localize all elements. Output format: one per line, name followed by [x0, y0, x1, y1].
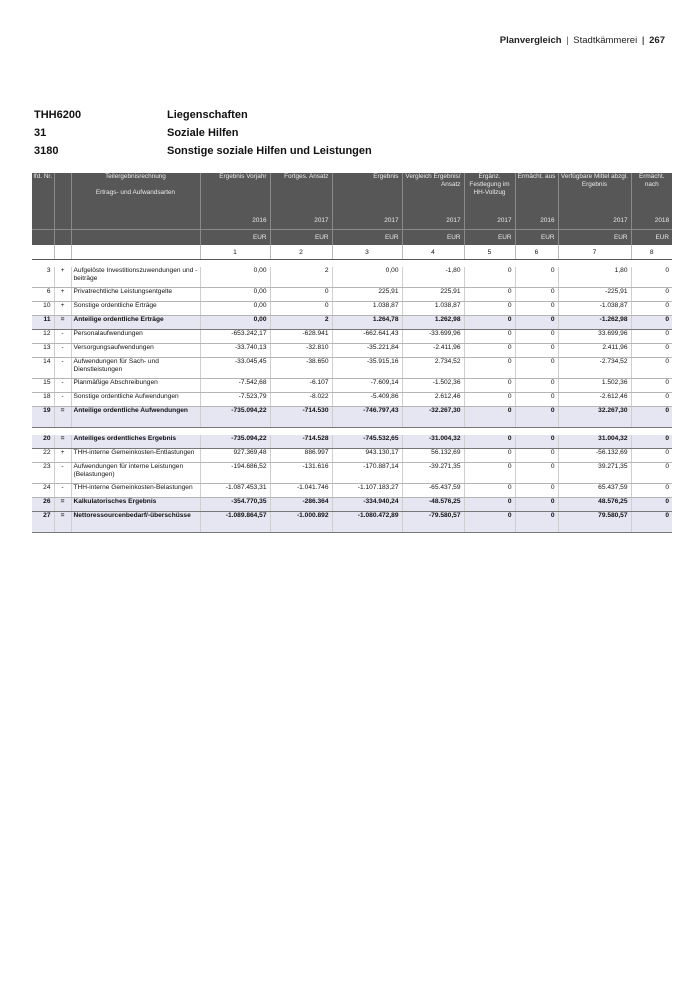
row-value: 0	[631, 344, 672, 358]
row-value: 0	[631, 463, 672, 484]
row-value: 0	[631, 316, 672, 330]
row-value: -2.612,46	[558, 393, 631, 407]
row-operator: -	[54, 463, 71, 484]
row-value: 0	[464, 358, 515, 379]
table-row	[32, 393, 672, 407]
row-value: -5.409,86	[332, 393, 402, 407]
row-label: Aufwendungen für interne Leistungen (Belastungen)	[71, 463, 200, 484]
row-value: -2.734,52	[558, 358, 631, 379]
header-separator: |	[641, 35, 645, 46]
row-value: -1.107.183,27	[332, 484, 402, 498]
row-operator: =	[54, 498, 71, 512]
heading-name: Sonstige soziale Hilfen und Leistungen	[167, 145, 372, 157]
row-value: -1,80	[402, 267, 464, 288]
row-value: 56.132,69	[402, 449, 464, 463]
row-value: -8.022	[270, 393, 332, 407]
row-number: 20	[32, 435, 54, 449]
row-value: 0,00	[200, 302, 270, 316]
heading-code: THH6200	[34, 109, 82, 121]
row-value: -714.530	[270, 407, 332, 428]
row-value: -39.271,35	[402, 463, 464, 484]
row-number: 27	[32, 512, 54, 533]
row-label: Anteilige ordentliche Erträge	[71, 316, 200, 330]
row-value: 0	[631, 330, 672, 344]
row-value: 33.699,96	[558, 330, 631, 344]
col-year: 2016	[515, 213, 558, 230]
row-operator: -	[54, 393, 71, 407]
row-value: 39.271,35	[558, 463, 631, 484]
row-operator: -	[54, 379, 71, 393]
row-value: -735.094,22	[200, 435, 270, 449]
row-value: 927.369,48	[200, 449, 270, 463]
row-operator: =	[54, 316, 71, 330]
row-value: 886.997	[270, 449, 332, 463]
row-value: 32.267,30	[558, 407, 631, 428]
row-label: THH-interne Gemeinkosten-Belastungen	[71, 484, 200, 498]
table-row	[32, 449, 672, 463]
row-value: 48.576,25	[558, 498, 631, 512]
row-value: 0	[515, 379, 558, 393]
col-unit: EUR	[631, 230, 672, 246]
row-label: Aufgelöste Investitionszuwendungen und -beiträge	[71, 267, 200, 288]
row-operator: -	[54, 358, 71, 379]
col-year: 2017	[332, 213, 402, 230]
col-unit: EUR	[558, 230, 631, 246]
row-value: -735.094,22	[200, 407, 270, 428]
num-blank	[32, 245, 54, 260]
row-operator: =	[54, 512, 71, 533]
row-label: Sonstige ordentliche Erträge	[71, 302, 200, 316]
row-value: 2	[270, 316, 332, 330]
row-number: 10	[32, 302, 54, 316]
row-value: -170.887,14	[332, 463, 402, 484]
row-value: 0	[515, 330, 558, 344]
row-value: -33.740,13	[200, 344, 270, 358]
row-number: 6	[32, 288, 54, 302]
row-value: -714.528	[270, 435, 332, 449]
row-value: 2.411,96	[558, 344, 631, 358]
row-value: -56.132,69	[558, 449, 631, 463]
row-value: 0	[464, 435, 515, 449]
row-value: 0	[515, 407, 558, 428]
row-value: 1,80	[558, 267, 631, 288]
row-value: -33.045,45	[200, 358, 270, 379]
row-value: 0	[515, 393, 558, 407]
row-value: -225,91	[558, 288, 631, 302]
result-table	[32, 173, 672, 533]
unit-blank	[71, 230, 200, 246]
row-label: Personalaufwendungen	[71, 330, 200, 344]
row-value: -1.262,98	[558, 316, 631, 330]
row-value: -1.087.453,31	[200, 484, 270, 498]
row-value: -35.915,16	[332, 358, 402, 379]
row-value: 0	[515, 302, 558, 316]
row-value: 0,00	[200, 316, 270, 330]
row-value: 0	[515, 267, 558, 288]
heading-row	[34, 106, 674, 124]
heading-code: 31	[34, 127, 47, 139]
col-year: 2016	[200, 213, 270, 230]
col-label-main: Teilergebnisrechnung	[105, 173, 166, 180]
table-row	[32, 463, 672, 484]
row-value: -7.523,79	[200, 393, 270, 407]
col-label	[71, 173, 200, 230]
table-row	[32, 498, 672, 512]
row-label: Planmäßige Abschreibungen	[71, 379, 200, 393]
column-number: 1	[200, 245, 270, 260]
row-number: 3	[32, 267, 54, 288]
row-value: -32.267,30	[402, 407, 464, 428]
row-operator: +	[54, 288, 71, 302]
spacer-row	[32, 260, 672, 268]
row-value: 0	[515, 288, 558, 302]
column-number: 4	[402, 245, 464, 260]
row-operator: +	[54, 267, 71, 288]
row-value: -65.437,59	[402, 484, 464, 498]
row-value: 0,00	[332, 267, 402, 288]
row-label: Versorgungsaufwendungen	[71, 344, 200, 358]
department-name: Stadtkämmerei	[573, 35, 638, 46]
row-value: -2.411,96	[402, 344, 464, 358]
row-number: 22	[32, 449, 54, 463]
row-value: 31.004,32	[558, 435, 631, 449]
column-number: 5	[464, 245, 515, 260]
heading-name: Soziale Hilfen	[167, 127, 239, 139]
row-value: 0	[464, 330, 515, 344]
row-label: Aufwendungen für Sach- und Dienstleistungen	[71, 358, 200, 379]
row-value: -1.502,36	[402, 379, 464, 393]
row-value: 0	[464, 379, 515, 393]
table-row	[32, 344, 672, 358]
col-header: Vergleich Ergebnis/ Ansatz	[402, 173, 464, 213]
heading-row	[34, 124, 674, 142]
row-value: -628.941	[270, 330, 332, 344]
table-row	[32, 484, 672, 498]
section-headings	[34, 106, 674, 160]
row-value: 0	[464, 512, 515, 533]
row-number: 14	[32, 358, 54, 379]
row-value: 0	[464, 344, 515, 358]
row-value: -33.699,96	[402, 330, 464, 344]
header-row-titles	[32, 173, 672, 213]
column-number: 6	[515, 245, 558, 260]
row-value: 0	[464, 407, 515, 428]
row-value: -1.041.746	[270, 484, 332, 498]
row-value: 0	[631, 498, 672, 512]
row-value: 0	[631, 302, 672, 316]
table-row	[32, 316, 672, 330]
col-header: Verfügbare Mittel abzgl. Ergebnis	[558, 173, 631, 213]
col-year: 2017	[402, 213, 464, 230]
spacer-row	[32, 428, 672, 436]
table-row	[32, 358, 672, 379]
row-value: 0	[631, 358, 672, 379]
row-number: 23	[32, 463, 54, 484]
row-value: -746.797,43	[332, 407, 402, 428]
row-number: 19	[32, 407, 54, 428]
row-value: 0	[464, 288, 515, 302]
row-value: 0	[464, 484, 515, 498]
row-value: 0	[631, 288, 672, 302]
row-value: -1.089.864,57	[200, 512, 270, 533]
row-label: Privatrechtliche Leistungsentgelte	[71, 288, 200, 302]
col-unit: EUR	[515, 230, 558, 246]
row-value: -653.242,17	[200, 330, 270, 344]
row-label: Anteilige ordentliche Aufwendungen	[71, 407, 200, 428]
col-header: Fortges. Ansatz	[270, 173, 332, 213]
row-number: 13	[32, 344, 54, 358]
row-value: 0	[631, 449, 672, 463]
row-value: 0	[515, 316, 558, 330]
col-operator	[54, 173, 71, 230]
row-number: 26	[32, 498, 54, 512]
heading-code: 3180	[34, 145, 59, 157]
col-lfd-nr: lfd. Nr.	[32, 173, 54, 230]
header-row-units	[32, 230, 672, 246]
row-label: Anteiliges ordentliches Ergebnis	[71, 435, 200, 449]
col-year: 2017	[270, 213, 332, 230]
row-value: 0	[464, 302, 515, 316]
row-value: 0	[464, 498, 515, 512]
table-row	[32, 267, 672, 288]
row-value: 0	[515, 435, 558, 449]
table-row	[32, 512, 672, 533]
row-value: 2.612,46	[402, 393, 464, 407]
row-value: 0	[631, 379, 672, 393]
row-value: 2	[270, 267, 332, 288]
row-value: 1.502,36	[558, 379, 631, 393]
row-value: -6.107	[270, 379, 332, 393]
row-value: 0,00	[200, 267, 270, 288]
col-unit: EUR	[402, 230, 464, 246]
row-value: 0	[515, 344, 558, 358]
row-value: 0	[515, 358, 558, 379]
row-value: -131.616	[270, 463, 332, 484]
row-value: -1.000.892	[270, 512, 332, 533]
column-number: 2	[270, 245, 332, 260]
col-label-sub: Ertrags- und Aufwandsarten	[95, 189, 176, 196]
row-value: -662.641,43	[332, 330, 402, 344]
row-number: 11	[32, 316, 54, 330]
row-number: 18	[32, 393, 54, 407]
row-number: 24	[32, 484, 54, 498]
row-value: -35.221,84	[332, 344, 402, 358]
row-operator: +	[54, 302, 71, 316]
row-value: -334.940,24	[332, 498, 402, 512]
row-value: 0	[631, 484, 672, 498]
row-value: -286.364	[270, 498, 332, 512]
row-value: 79.580,57	[558, 512, 631, 533]
row-label: THH-interne Gemeinkosten-Entlastungen	[71, 449, 200, 463]
table-row	[32, 288, 672, 302]
row-value: 0	[464, 393, 515, 407]
row-value: -7.542,68	[200, 379, 270, 393]
row-value: 943.130,17	[332, 449, 402, 463]
page-number: 267	[649, 35, 665, 46]
col-year: 2018	[631, 213, 672, 230]
table-row	[32, 379, 672, 393]
row-value: 0	[270, 288, 332, 302]
table-row	[32, 435, 672, 449]
row-value: -745.532,65	[332, 435, 402, 449]
row-operator: -	[54, 344, 71, 358]
row-value: 0	[631, 393, 672, 407]
row-value: -48.576,25	[402, 498, 464, 512]
col-header: Ermächt. nach	[631, 173, 672, 213]
num-blank	[54, 245, 71, 260]
col-header: Ergänz. Festlegung im HH-Vollzug	[464, 173, 515, 213]
row-value: -38.650	[270, 358, 332, 379]
column-number: 3	[332, 245, 402, 260]
col-header: Ermächt. aus	[515, 173, 558, 213]
num-blank	[71, 245, 200, 260]
page-header	[500, 35, 665, 46]
row-number: 12	[32, 330, 54, 344]
row-value: 225,91	[332, 288, 402, 302]
row-value: 0	[631, 407, 672, 428]
col-unit: EUR	[464, 230, 515, 246]
heading-name: Liegenschaften	[167, 109, 248, 121]
column-number: 8	[631, 245, 672, 260]
row-value: 0	[270, 302, 332, 316]
row-value: 225,91	[402, 288, 464, 302]
row-value: 0	[515, 449, 558, 463]
col-unit: EUR	[200, 230, 270, 246]
row-operator: =	[54, 435, 71, 449]
col-year: 2017	[464, 213, 515, 230]
row-operator: -	[54, 484, 71, 498]
row-value: -354.770,35	[200, 498, 270, 512]
row-value: 65.437,59	[558, 484, 631, 498]
row-value: 0	[464, 449, 515, 463]
row-value: 0	[464, 316, 515, 330]
row-value: 1.038,87	[332, 302, 402, 316]
row-number: 15	[32, 379, 54, 393]
row-operator: +	[54, 449, 71, 463]
row-operator: =	[54, 407, 71, 428]
table-body	[32, 267, 672, 533]
row-value: -31.004,32	[402, 435, 464, 449]
column-number-row	[32, 245, 672, 260]
report-title: Planvergleich	[499, 35, 562, 46]
row-value: 0	[631, 267, 672, 288]
row-value: 0	[464, 463, 515, 484]
col-unit: EUR	[332, 230, 402, 246]
table-row	[32, 302, 672, 316]
col-header: Ergebnis	[332, 173, 402, 213]
row-value: 0	[631, 512, 672, 533]
row-label: Nettoressourcenbedarf/-überschüsse	[71, 512, 200, 533]
row-value: -1.038,87	[558, 302, 631, 316]
row-value: -1.080.472,89	[332, 512, 402, 533]
row-label: Sonstige ordentliche Aufwendungen	[71, 393, 200, 407]
row-value: 0	[515, 498, 558, 512]
unit-blank	[32, 230, 54, 246]
row-value: 0	[515, 484, 558, 498]
col-unit: EUR	[270, 230, 332, 246]
table-row	[32, 330, 672, 344]
row-value: -79.580,57	[402, 512, 464, 533]
row-label: Kalkulatorisches Ergebnis	[71, 498, 200, 512]
row-value: 0	[515, 512, 558, 533]
row-value: 1.038,87	[402, 302, 464, 316]
row-value: 0	[631, 435, 672, 449]
heading-row	[34, 142, 674, 160]
row-value: 0	[464, 267, 515, 288]
col-year: 2017	[558, 213, 631, 230]
row-value: 0	[515, 463, 558, 484]
row-value: 1.264,78	[332, 316, 402, 330]
row-value: -32.810	[270, 344, 332, 358]
table-row	[32, 407, 672, 428]
row-operator: -	[54, 330, 71, 344]
column-number: 7	[558, 245, 631, 260]
col-header: Ergebnis Vorjahr	[200, 173, 270, 213]
unit-blank	[54, 230, 71, 246]
row-value: -7.609,14	[332, 379, 402, 393]
row-value: 0,00	[200, 288, 270, 302]
row-value: 2.734,52	[402, 358, 464, 379]
row-value: -194.686,52	[200, 463, 270, 484]
header-separator: |	[566, 35, 569, 46]
row-value: 1.262,98	[402, 316, 464, 330]
